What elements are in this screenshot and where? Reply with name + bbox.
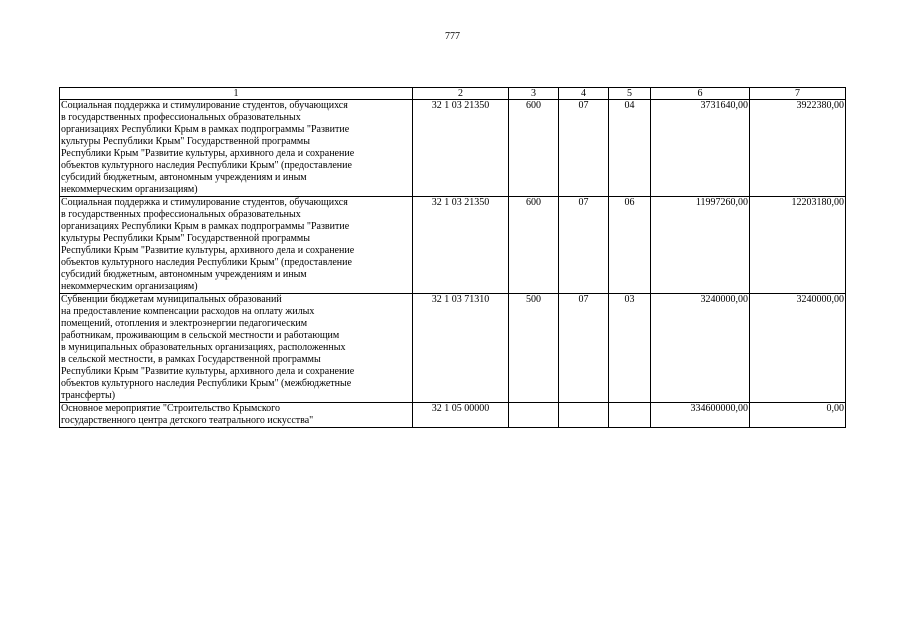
row-description: Основное мероприятие "Строительство Крымского государственного центра детского театрального искусства" bbox=[60, 403, 413, 428]
row-amount-6: 3731640,00 bbox=[651, 100, 750, 197]
col-header-1: 1 bbox=[60, 88, 413, 100]
row-code: 32 1 03 21350 bbox=[413, 100, 509, 197]
row-amount-7: 12203180,00 bbox=[750, 197, 846, 294]
row-description: Социальная поддержка и стимулирование студентов, обучающихся в государственных профессиональных образовательных организациях Республики Крым в рамках подпрограммы "Развитие культуры Республики Крым" Государственной программы Республики Крым "Развитие культуры, архивного дела и сохранение объектов культурного наследия Республики Крым" (предоставление субсидий бюджетным, автономным учреждениям и иным некоммерческим организациям) bbox=[60, 100, 413, 197]
header-row bbox=[60, 88, 846, 100]
table-row bbox=[60, 100, 846, 197]
row-amount-7: 0,00 bbox=[750, 403, 846, 428]
col-header-3: 3 bbox=[509, 88, 559, 100]
table-row bbox=[60, 197, 846, 294]
row-col-4: 07 bbox=[559, 100, 609, 197]
row-col-4: 07 bbox=[559, 197, 609, 294]
table-row bbox=[60, 294, 846, 403]
row-amount-6: 334600000,00 bbox=[651, 403, 750, 428]
row-code: 32 1 03 21350 bbox=[413, 197, 509, 294]
row-col-3: 500 bbox=[509, 294, 559, 403]
col-header-5: 5 bbox=[609, 88, 651, 100]
row-col-5: 03 bbox=[609, 294, 651, 403]
row-description: Субвенции бюджетам муниципальных образований на предоставление компенсации расходов на оплату жилых помещений, отопления и электроэнергии педагогическим работникам, проживающим в сельской местности и работающим в муниципальных образовательных организациях, расположенных в сельской местности, в рамках Государственной программы Республики Крым "Развитие культуры, архивного дела и сохранение объектов культурного наследия Республики Крым" (межбюджетные трансферты) bbox=[60, 294, 413, 403]
col-header-4: 4 bbox=[559, 88, 609, 100]
row-col-3 bbox=[509, 403, 559, 428]
row-description: Социальная поддержка и стимулирование студентов, обучающихся в государственных профессиональных образовательных организациях Республики Крым в рамках подпрограммы "Развитие культуры Республики Крым" Государственной программы Республики Крым "Развитие культуры, архивного дела и сохранение объектов культурного наследия Республики Крым" (предоставление субсидий бюджетным, автономным учреждениям и иным некоммерческим организациям) bbox=[60, 197, 413, 294]
table-row bbox=[60, 403, 846, 428]
row-amount-7: 3240000,00 bbox=[750, 294, 846, 403]
row-amount-6: 11997260,00 bbox=[651, 197, 750, 294]
row-col-3: 600 bbox=[509, 100, 559, 197]
row-col-5 bbox=[609, 403, 651, 428]
row-col-5: 06 bbox=[609, 197, 651, 294]
row-col-4: 07 bbox=[559, 294, 609, 403]
row-code: 32 1 03 71310 bbox=[413, 294, 509, 403]
col-header-6: 6 bbox=[651, 88, 750, 100]
row-code: 32 1 05 00000 bbox=[413, 403, 509, 428]
budget-table bbox=[59, 87, 846, 428]
col-header-2: 2 bbox=[413, 88, 509, 100]
row-amount-6: 3240000,00 bbox=[651, 294, 750, 403]
row-col-4 bbox=[559, 403, 609, 428]
row-col-3: 600 bbox=[509, 197, 559, 294]
row-col-5: 04 bbox=[609, 100, 651, 197]
row-amount-7: 3922380,00 bbox=[750, 100, 846, 197]
col-header-7: 7 bbox=[750, 88, 846, 100]
page-number: 777 bbox=[445, 31, 460, 42]
